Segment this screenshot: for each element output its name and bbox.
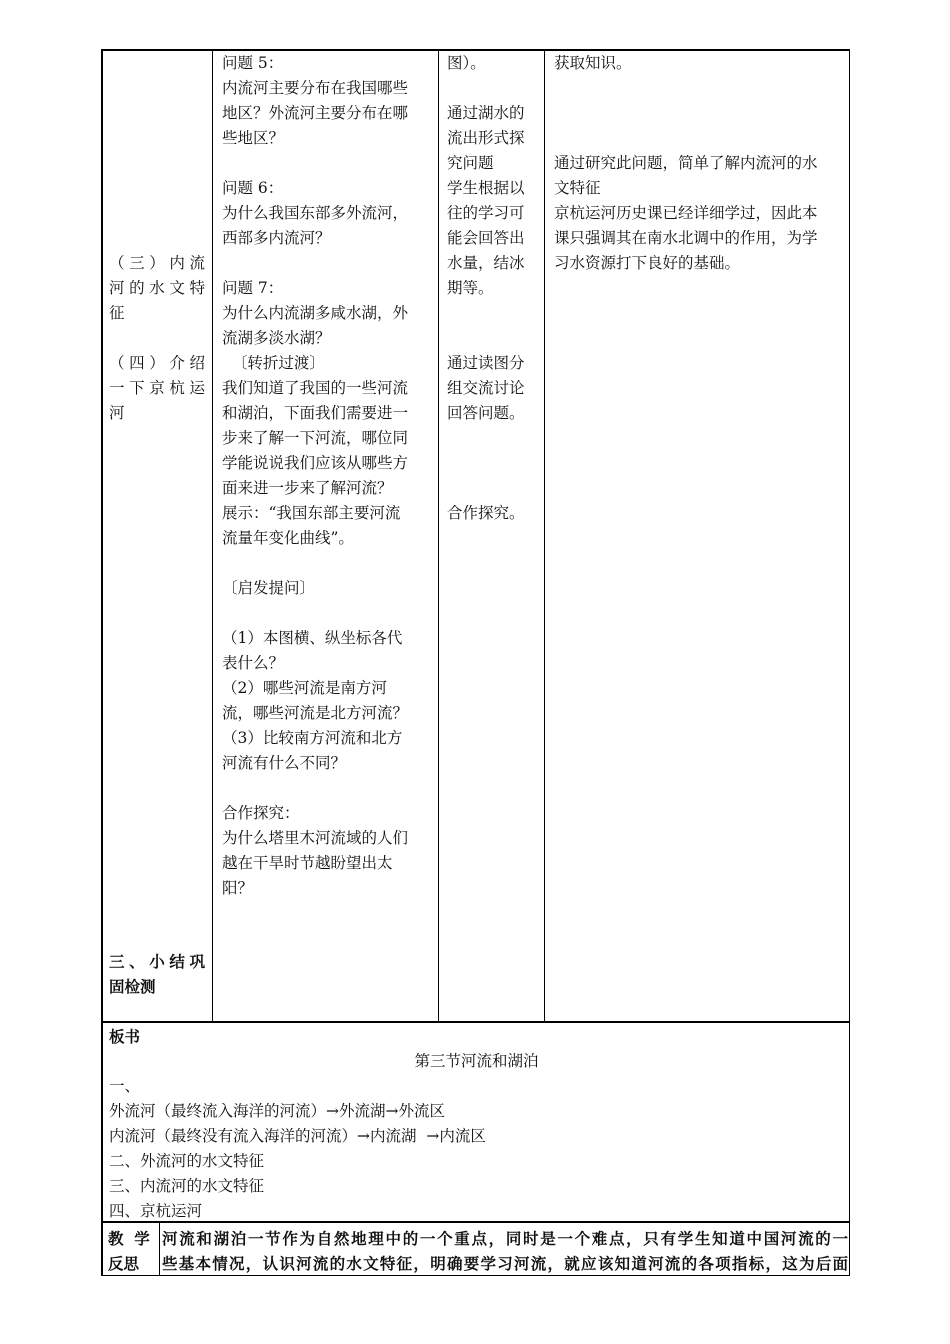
prompt-label: 〔启发提问〕 — [222, 579, 316, 597]
board-line: 三、内流河的水文特征 — [109, 1177, 265, 1195]
reflection-line: 些基本情况，认识河流的水文特征，明确要学习河流，就应该知道河流的各项指标，这为后面 — [162, 1254, 848, 1273]
col2-line: （3）比较南方河流和北方 — [222, 729, 403, 747]
col2-line: 些地区？ — [222, 129, 285, 147]
col3-line: 往的学习可 — [447, 204, 525, 222]
col2-line: 阳？ — [222, 879, 254, 897]
col2-line: （1）本图横、纵坐标各代 — [222, 629, 403, 647]
row-divider-board — [101, 1021, 850, 1023]
col4-line: 京杭运河历史课已经详细学过，因此本 — [554, 204, 818, 222]
col3-line: 水量，结冰 — [447, 254, 525, 272]
reflection-label — [108, 1226, 154, 1276]
col1-line: 河 — [109, 404, 125, 422]
col2-line: 内流河主要分布在我国哪些 — [222, 79, 409, 97]
col1-line: 征 — [109, 304, 125, 322]
col2-line: 面来进一步来了解河流？ — [222, 479, 393, 497]
col1-item-hydrology — [109, 251, 205, 326]
col2-line: 地区？外流河主要分布在哪 — [222, 104, 409, 122]
col2-line: （2）哪些河流是南方河 — [222, 679, 387, 697]
col1-line: 固检测 — [109, 977, 156, 996]
col3-line: 能会回答出 — [447, 229, 525, 247]
col2-line: 为什么我国东部多外流河， — [222, 204, 409, 222]
col1-line: 三、小结巩 — [109, 952, 205, 971]
col1-summary — [109, 949, 205, 999]
col3-line: 组交流讨论 — [447, 379, 525, 397]
col1-line: （三）内流 — [109, 254, 205, 272]
col1-line: （四）介绍 — [109, 354, 205, 372]
col3-line: 图）。 — [447, 54, 486, 72]
col2-line: 流，哪些河流是北方河流？ — [222, 704, 409, 722]
col1-line: 一下京杭运 — [109, 379, 205, 397]
col3-line: 流出形式探 — [447, 129, 525, 147]
table-border-right — [849, 49, 851, 1276]
col4-line: 习水资源打下良好的基础。 — [554, 254, 741, 272]
board-line: 内流河（最终没有流入海洋的河流）→内流湖 →内流区 — [109, 1127, 486, 1145]
board-line: 二、外流河的水文特征 — [109, 1152, 265, 1170]
col2-line: 为什么内流湖多咸水湖，外 — [222, 304, 409, 322]
question-7-label: 问题 7： — [222, 279, 284, 297]
reflection-label-divider — [159, 1221, 160, 1275]
column-divider-2 — [438, 49, 439, 1022]
board-title: 第三节河流和湖泊 — [414, 1052, 539, 1070]
col2-line: 和湖泊，下面我们需要进一 — [222, 404, 409, 422]
col3-student-activities — [447, 51, 541, 526]
board-line: 外流河（最终流入海洋的河流）→外流湖→外流区 — [109, 1102, 445, 1120]
col2-teacher-activities — [222, 51, 432, 901]
col4-line: 课只强调其在南水北调中的作用，为学 — [554, 229, 818, 247]
col4-line: 通过研究此问题，简单了解内流河的水 — [554, 154, 818, 172]
col2-line: 为什么塔里木河流域的人们 — [222, 829, 409, 847]
col2-line: 步来了解一下河流，哪位同 — [222, 429, 409, 447]
board-section — [109, 1024, 844, 1224]
col3-line: 学生根据以 — [447, 179, 525, 197]
col2-line: 西部多内流河？ — [222, 229, 331, 247]
col2-line: 河流有什么不同？ — [222, 754, 347, 772]
column-divider-3 — [544, 49, 545, 1022]
col3-line: 通过读图分 — [447, 354, 525, 372]
col4-line: 获取知识。 — [554, 54, 632, 72]
reflection-label-line: 教 学 — [108, 1229, 150, 1248]
transition-label: 〔转折过渡〕 — [222, 354, 325, 372]
col3-line: 究问题 — [447, 154, 494, 172]
col2-line: 表什么？ — [222, 654, 285, 672]
table-border-left — [101, 49, 103, 1276]
reflection-label-line: 反思 — [108, 1254, 140, 1273]
col4-design-intent — [554, 51, 844, 276]
cooperative-inquiry-label: 合作探究： — [222, 804, 300, 822]
col3-line: 通过湖水的 — [447, 104, 525, 122]
reflection-text — [162, 1226, 848, 1276]
board-label: 板书 — [109, 1027, 141, 1046]
col3-line: 期等。 — [447, 279, 494, 297]
question-6-label: 问题 6： — [222, 179, 284, 197]
col2-line: 展示：“我国东部主要河流 — [222, 504, 401, 522]
question-5-label: 问题 5： — [222, 54, 284, 72]
col2-line: 越在干旱时节越盼望出太 — [222, 854, 393, 872]
col3-line: 回答问题。 — [447, 404, 525, 422]
column-divider-1 — [212, 49, 213, 1022]
board-line: 一、 — [109, 1077, 141, 1095]
col1-item-canal — [109, 351, 205, 426]
col2-line: 我们知道了我国的一些河流 — [222, 379, 409, 397]
board-line: 四、京杭运河 — [109, 1202, 203, 1220]
col3-line: 合作探究。 — [447, 504, 525, 522]
col2-line: 流湖多淡水湖？ — [222, 329, 331, 347]
col2-line: 学能说说我们应该从哪些方 — [222, 454, 409, 472]
col2-line: 流量年变化曲线”。 — [222, 529, 354, 547]
col4-line: 文特征 — [554, 179, 601, 197]
col1-line: 河的水文特 — [109, 279, 205, 297]
reflection-line: 河流和湖泊一节作为自然地理中的一个重点，同时是一个难点，只有学生知道中国河流的一 — [162, 1229, 848, 1248]
